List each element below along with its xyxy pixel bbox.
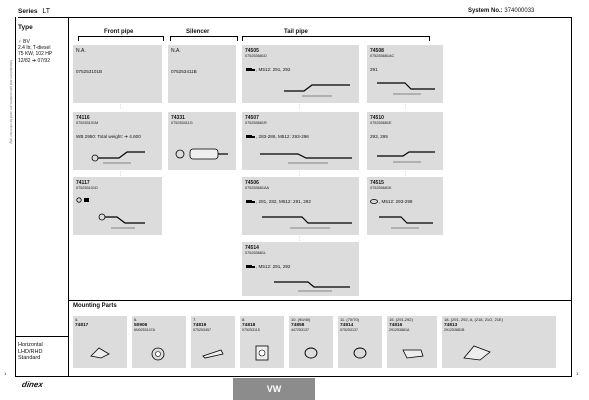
type-line-2: 2.4 ltr, T-diesel — [18, 45, 51, 52]
connector-dots: ⋮ — [403, 104, 408, 110]
part-74506-note: , 281, 282, M512: 291, 292 — [256, 199, 311, 204]
tailpipe-drawing-74506 — [260, 209, 354, 231]
connector-dots: ⋮ — [403, 171, 408, 177]
part-74116-note: WB 2950: Total weight: ➔ 4.600 — [76, 134, 141, 139]
front-pipe-na: N.A. — [76, 48, 86, 54]
series-value: LT — [42, 8, 50, 15]
part-74117-box[interactable] — [73, 177, 162, 235]
tailpipe-drawing-74508 — [375, 75, 437, 97]
part-74510-code: 075253681E — [370, 121, 392, 125]
connector-dots: ⋮ — [297, 236, 302, 242]
mounting-item[interactable] — [338, 316, 382, 368]
mounting-pos: 7. — [193, 317, 197, 322]
part-74507-note: , 283-286, M512: 293-296 — [256, 134, 309, 139]
tail-pipe-heading: Tail pipe — [284, 29, 308, 35]
part-74117-code: 075253101D — [76, 186, 98, 190]
clamp-drawing — [303, 346, 319, 360]
side-disclaimer-text: Manufacturer and part numbers are used for reference only — [9, 60, 13, 144]
part-74506-number: 74506 — [245, 180, 259, 186]
part-74514-box[interactable] — [242, 242, 359, 296]
side-disclaimer — [6, 60, 14, 360]
left-frame-line — [15, 17, 16, 377]
tailpipe-drawing-74505 — [282, 77, 352, 99]
type-info — [18, 39, 52, 64]
type-column-divider — [68, 17, 69, 377]
mounting-item[interactable] — [191, 316, 235, 368]
mounting-number: 74818 — [242, 323, 256, 328]
mounting-pos: 15. (291,292) — [389, 317, 413, 322]
brand-bar: VW — [233, 378, 315, 400]
page-marker-left: 1 — [4, 371, 7, 376]
gasket-icons — [76, 197, 92, 203]
silencer-bracket — [170, 36, 238, 41]
part-74508-code: 075253681AC — [370, 54, 395, 58]
part-74514-code: 075253681L — [245, 251, 267, 255]
tail-pipe-bracket — [242, 36, 430, 41]
truck-icon — [246, 134, 255, 139]
part-74514-note: , M512: 291, 292 — [256, 264, 291, 269]
truck-icon — [246, 264, 255, 269]
part-74508-number: 74508 — [370, 48, 384, 54]
front-pipe-heading: Front pipe — [104, 29, 134, 35]
clamp-drawing — [352, 346, 368, 360]
connector-dots: ⋮ — [297, 171, 302, 177]
mounting-code: 075253457 — [193, 328, 211, 332]
rubber-mount-drawing — [150, 346, 166, 362]
mounting-code: 291253881A — [389, 328, 410, 332]
part-74116-box[interactable] — [73, 112, 162, 170]
part-74507-box[interactable] — [242, 112, 359, 170]
mounting-code: 447253137 — [291, 328, 309, 332]
system-number-value: 374000033 — [504, 8, 535, 14]
front-pipe-drawing-74117 — [97, 209, 147, 231]
part-74331-code: 075253411G — [171, 121, 193, 125]
silencer-na-box[interactable] — [168, 45, 236, 103]
mounting-number: 74817 — [75, 323, 89, 328]
mounting-item[interactable] — [132, 316, 186, 368]
mounting-item[interactable] — [442, 316, 556, 368]
horizontal-line-2: LHD/RHD — [18, 348, 43, 355]
part-74507-code: 075253681R — [245, 121, 267, 125]
horizontal-line-1: Horizontal — [18, 342, 43, 348]
front-pipe-bracket — [78, 36, 164, 41]
tailpipe-drawing-74510 — [375, 144, 437, 166]
type-line-4: 12/82 ➔ 07/92 — [18, 57, 50, 64]
tailpipe-drawing-74507 — [258, 144, 354, 166]
part-74505-note: , M512: 291, 292 — [256, 67, 291, 72]
horizontal-rule — [15, 336, 68, 337]
bracket-drawing — [89, 346, 111, 360]
mounting-number: 74816 — [389, 323, 403, 328]
part-74505-number: 74505 — [245, 48, 259, 54]
horizontal-line-3: Standard — [18, 355, 41, 361]
series-label-text: Series — [18, 8, 38, 15]
silencer-na: N.A. — [171, 48, 181, 54]
mounting-number: 74814 — [340, 323, 354, 328]
part-74505-box[interactable] — [242, 45, 359, 103]
part-74331-number: 74331 — [171, 115, 185, 121]
part-74506-code: 075253681AA — [245, 186, 270, 190]
front-pipe-drawing-74116 — [89, 146, 149, 166]
part-74510-box[interactable] — [367, 112, 443, 170]
mounting-pos: 6. — [134, 317, 138, 322]
bracket-drawing — [462, 344, 492, 362]
mounting-item[interactable] — [289, 316, 333, 368]
part-74505-code: 075253681D — [245, 54, 267, 58]
mounting-rule — [68, 300, 571, 301]
silencer-drawing-74331 — [174, 144, 230, 164]
front-pipe-na-box[interactable] — [73, 45, 162, 103]
part-74507-number: 74507 — [245, 115, 259, 121]
truck-icon — [246, 199, 255, 204]
connector-dots: ⋮ — [118, 171, 123, 177]
mounting-code: 075253115 — [242, 328, 260, 332]
mounting-item[interactable] — [73, 316, 127, 368]
tailpipe-drawing-74515 — [377, 209, 435, 231]
mounting-number: 74813 — [444, 323, 458, 328]
mounting-pos: 10. (90/40) — [291, 317, 311, 322]
type-heading: Type — [18, 24, 33, 31]
footer-rule — [15, 376, 571, 377]
header-rule — [18, 17, 571, 18]
truck-icon — [246, 67, 255, 72]
connector-dots: ⋮ — [118, 104, 123, 110]
part-74508-note: 291 — [370, 67, 378, 72]
series-label — [18, 8, 50, 15]
part-74116-number: 74116 — [76, 115, 90, 121]
mounting-item[interactable] — [387, 316, 437, 368]
dinex-logo: dinex — [21, 380, 44, 389]
mounting-parts-heading: Mounting Parts — [73, 303, 117, 309]
clamp-icon — [370, 199, 379, 204]
type-line-3: 75 KW, 102 HP — [18, 51, 53, 58]
part-74116-code: 075253101M — [76, 121, 99, 125]
mounting-code: 075253137 — [340, 328, 358, 332]
mounting-pos: 18. (291, 292, A, (218, 21O, 21E) — [444, 317, 503, 322]
flange-drawing — [254, 344, 270, 362]
silencer-na-code: 075253411B — [171, 69, 197, 74]
part-74510-number: 74510 — [370, 115, 384, 121]
connector-dots: ⋮ — [297, 104, 302, 110]
part-74515-box[interactable] — [367, 177, 443, 235]
part-74506-box[interactable] — [242, 177, 359, 235]
part-74515-note: , M512: 293-298 — [379, 199, 413, 204]
bracket-drawing — [401, 346, 425, 360]
horizontal-info — [18, 342, 43, 362]
mounting-pos: 11. (70/70) — [340, 317, 360, 322]
part-74331-box[interactable] — [168, 112, 236, 170]
part-74508-box[interactable] — [367, 45, 443, 103]
system-number-label: System No.: — [468, 8, 503, 14]
part-74117-number: 74117 — [76, 180, 90, 186]
mounting-code: 291253881B — [444, 328, 465, 332]
right-frame-line — [571, 17, 572, 377]
page-marker-right: 1 — [576, 371, 579, 376]
part-74510-note: 293, 295 — [370, 134, 388, 139]
mounting-number: 74819 — [193, 323, 207, 328]
mounting-item[interactable] — [240, 316, 284, 368]
tailpipe-drawing-74514 — [272, 274, 352, 294]
silencer-heading: Silencer — [186, 29, 210, 35]
mounting-pos: 4. — [75, 317, 79, 322]
front-pipe-na-code: 075253101B — [76, 69, 103, 74]
part-74514-number: 74514 — [245, 245, 259, 251]
type-line-1: ♀ BV — [18, 39, 30, 45]
system-number — [468, 8, 534, 14]
part-74515-code: 075253681K — [370, 186, 392, 190]
mounting-code: 6N0253147A — [134, 328, 155, 332]
mounting-number: 50906 — [134, 323, 148, 328]
mounting-number: 74858 — [291, 323, 305, 328]
part-74515-number: 74515 — [370, 180, 384, 186]
mounting-pos: 8. — [242, 317, 246, 322]
hanger-drawing — [201, 346, 225, 360]
